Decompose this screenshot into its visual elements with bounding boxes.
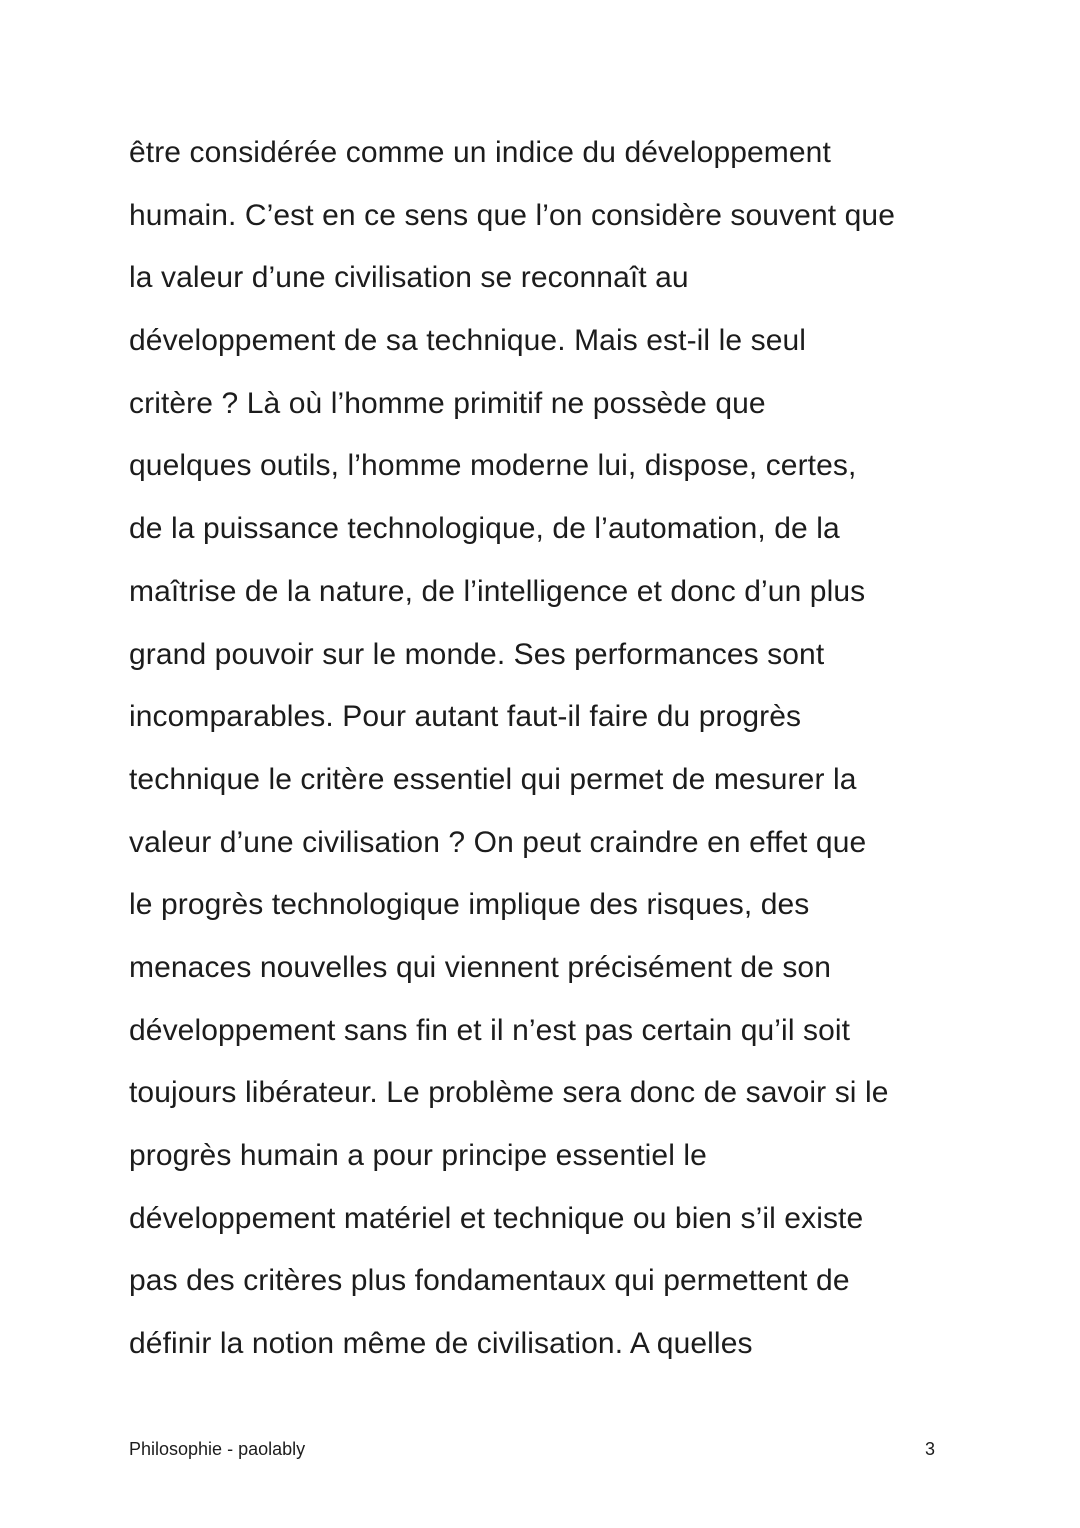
- text-line: menaces nouvelles qui viennent précisément de son: [129, 950, 831, 984]
- text-line: toujours libérateur. Le problème sera donc de savoir si le: [129, 1076, 889, 1110]
- text-line: la valeur d’une civilisation se reconnaît au: [129, 261, 689, 295]
- text-line: humain. C’est en ce sens que l’on considère souvent que: [129, 198, 895, 232]
- text-line: technique le critère essentiel qui permet de mesurer la: [129, 762, 857, 796]
- footer-page-number: 3: [924, 1439, 935, 1459]
- text-line: valeur d’une civilisation ? On peut craindre en effet que: [129, 825, 867, 859]
- text-line: être considérée comme un indice du développement: [129, 136, 831, 169]
- text-line: définir la notion même de civilisation. A quelles: [129, 1327, 753, 1361]
- text-line: incomparables. Pour autant faut-il faire du progrès: [129, 700, 802, 734]
- body-text: [129, 122, 959, 1376]
- footer-document-title: Philosophie - paolably: [129, 1439, 306, 1459]
- text-line: grand pouvoir sur le monde. Ses performances sont: [129, 637, 825, 671]
- text-line: maîtrise de la nature, de l’intelligence et donc d’un plus: [129, 574, 866, 608]
- text-line: développement sans fin et il n’est pas certain qu’il soit: [129, 1013, 851, 1047]
- text-line: critère ? Là où l’homme primitif ne possède que: [129, 386, 766, 420]
- text-line: développement matériel et technique ou bien s’il existe: [129, 1201, 864, 1235]
- text-line: quelques outils, l’homme moderne lui, dispose, certes,: [129, 449, 857, 483]
- text-line: de la puissance technologique, de l’automation, de la: [129, 512, 840, 546]
- text-line: progrès humain a pour principe essentiel le: [129, 1139, 707, 1172]
- text-line: pas des critères plus fondamentaux qui permettent de: [129, 1264, 850, 1298]
- text-line: le progrès technologique implique des risques, des: [129, 888, 810, 922]
- text-line: développement de sa technique. Mais est-il le seul: [129, 324, 807, 358]
